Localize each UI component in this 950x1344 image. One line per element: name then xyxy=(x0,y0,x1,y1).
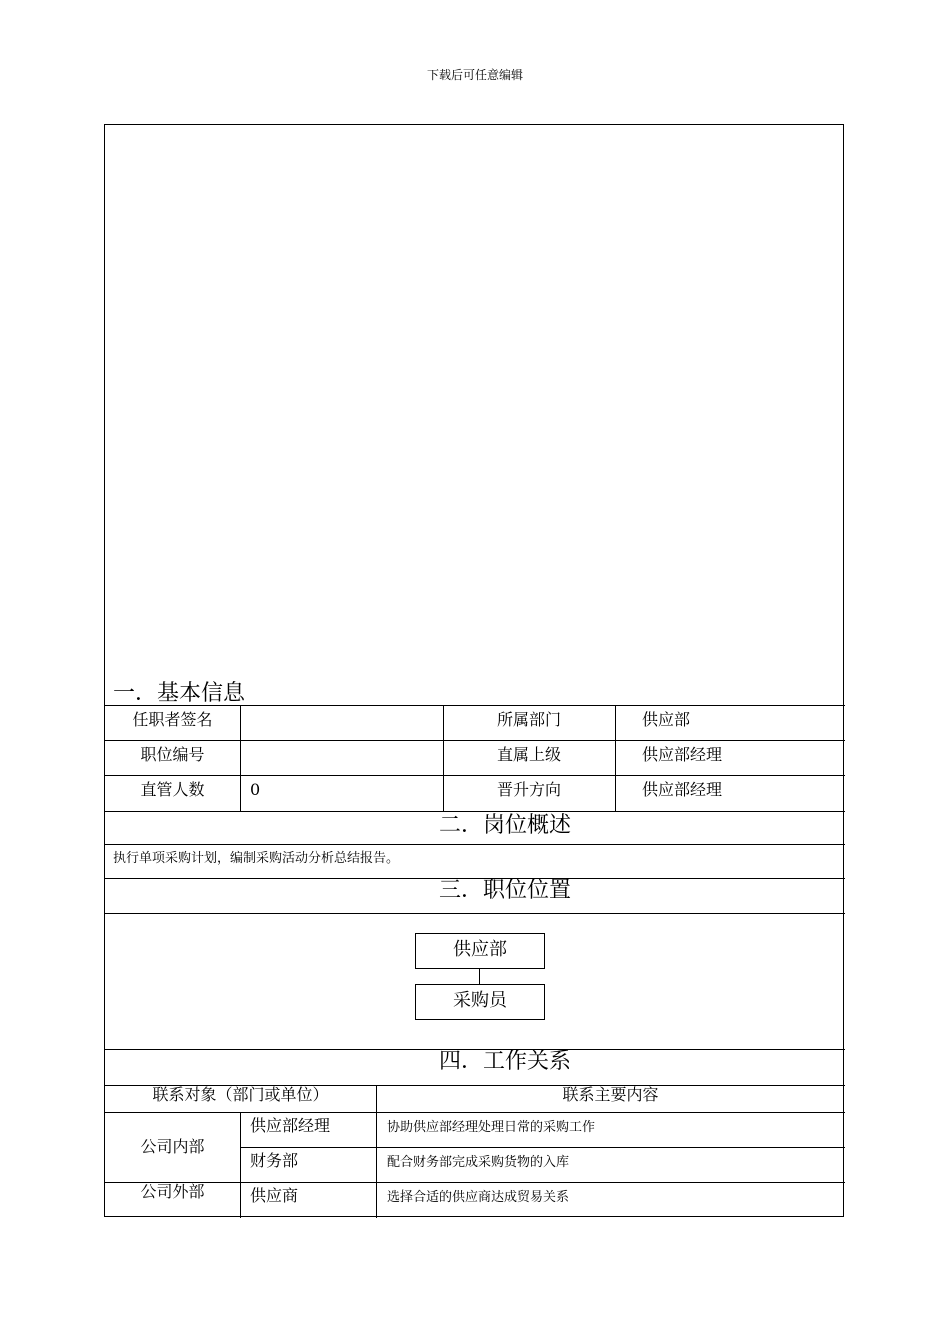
divider xyxy=(105,811,845,812)
group-internal: 公司内部 xyxy=(140,1137,205,1156)
value-promotion: 供应部经理 xyxy=(642,780,723,799)
relation-object: 供应商 xyxy=(250,1186,299,1205)
label-signature: 任职者签名 xyxy=(132,710,213,729)
relation-object: 财务部 xyxy=(250,1151,299,1170)
section3-title: 三．职位位置 xyxy=(438,878,571,903)
divider xyxy=(105,740,845,741)
value-supervisor: 供应部经理 xyxy=(642,745,723,764)
relations-header-content: 联系主要内容 xyxy=(562,1085,659,1104)
relation-content: 协助供应部经理处理日常的采购工作 xyxy=(387,1120,596,1135)
divider xyxy=(105,913,845,914)
label-department: 所属部门 xyxy=(496,710,561,729)
label-supervisor: 直属上级 xyxy=(496,745,561,764)
divider xyxy=(240,1112,241,1218)
section1-title: 一．基本信息 xyxy=(113,681,246,706)
divider xyxy=(105,1112,845,1113)
relations-header-object: 联系对象（部门或单位） xyxy=(152,1085,329,1104)
divider xyxy=(105,775,845,776)
job-summary-text: 执行单项采购计划，编制采购活动分析总结报告。 xyxy=(113,851,400,866)
value-direct-reports: 0 xyxy=(250,780,261,799)
label-direct-reports: 直管人数 xyxy=(140,780,205,799)
header-note: 下载后可任意编辑 xyxy=(426,68,523,82)
group-external: 公司外部 xyxy=(140,1182,205,1201)
value-department: 供应部 xyxy=(642,710,691,729)
org-chart-connector xyxy=(479,969,480,985)
section2-title: 二．岗位概述 xyxy=(438,813,571,838)
divider xyxy=(615,705,616,811)
relation-content: 配合财务部完成采购货物的入库 xyxy=(387,1155,570,1170)
label-promotion: 晋升方向 xyxy=(496,780,561,799)
relation-content: 选择合适的供应商达成贸易关系 xyxy=(387,1190,570,1205)
section4-title: 四．工作关系 xyxy=(438,1049,571,1074)
divider xyxy=(105,844,845,845)
org-chart-box-purchaser: 采购员 xyxy=(415,984,545,1020)
label-position-code: 职位编号 xyxy=(140,745,205,764)
divider xyxy=(105,705,845,706)
org-chart-box-supply-dept: 供应部 xyxy=(415,933,545,969)
divider xyxy=(240,1147,845,1148)
relation-object: 供应部经理 xyxy=(250,1116,331,1135)
divider xyxy=(240,705,241,811)
job-description-form xyxy=(104,124,844,1217)
